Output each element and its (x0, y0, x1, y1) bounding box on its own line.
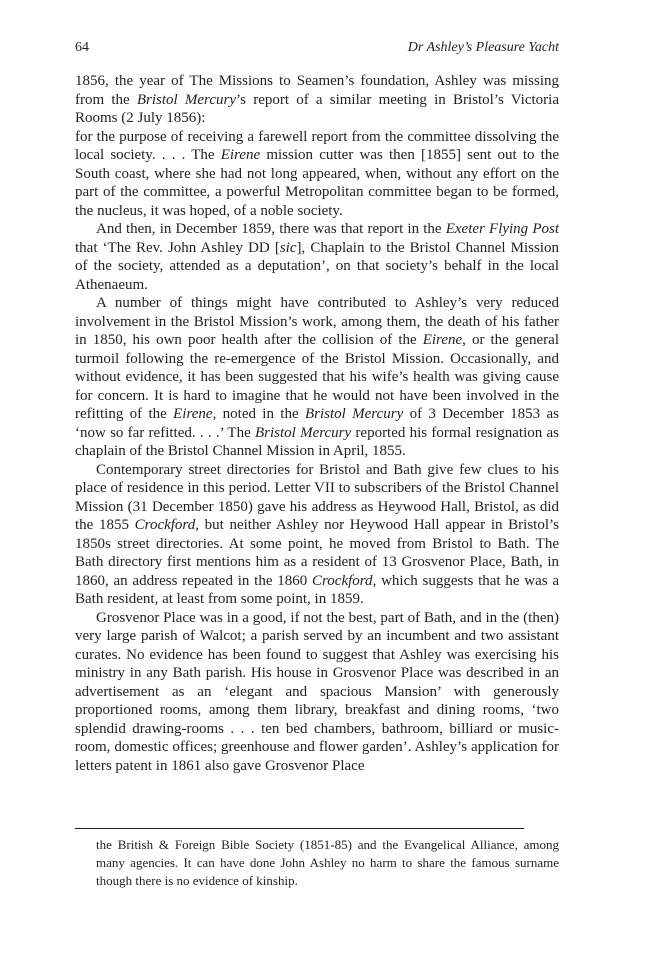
text-run: , noted in the (212, 406, 305, 422)
italic-text: Crockford (312, 572, 373, 589)
text-run: Grosvenor Place was in a good, if not the best, part of Bath, and in the (then) very large parish of Walcot; a parish served by an incumbent and two assistant curates. No evidence has been found to suggest that Ashley was exercising his ministry in any Bath parish. His house in Grosvenor Place was described in an advertisement as an ‘elegant and spacious Mansion’ with generously proportioned rooms, among them library, breakfast and dining rooms, ‘two splendid drawing-rooms . . . ten bed chambers, bathroom, billiard or music-room, domestic offices; greenhouse and flower garden’. Ashley’s application for letters patent in 1861 also gave Grosvenor Place (75, 609, 559, 774)
footnote-rule (75, 828, 524, 829)
italic-text: Eirene (422, 332, 463, 348)
text-run: of 3 December 1853 as ‘now so far refitted. . . .’ The (75, 406, 559, 441)
text-run: for the purpose of receiving a farewell report from the committee dissolving the local society. . . . The (75, 128, 559, 163)
text-run: , which suggests that he was a Bath resident, at least from some point, in 1859. (75, 572, 559, 607)
text-run: ’s report of a similar meeting in Bristol’s Victoria Rooms (2 July 1856): (75, 91, 559, 126)
paragraph (75, 609, 559, 776)
text-run: , but neither Ashley nor Heywood Hall appear in Bristol’s 1850s street directories. At some point, he moved from Bristol to Bath. The Bath directory first mentions him as a resident of 13 Grosvenor Place, Bath, in 1860, an address repeated in the 1860 (75, 517, 560, 589)
text-run: Contemporary street directories for Bristol and Bath give few clues to his place of residence in this period. Letter VII to subscribers of the Bristol Channel Mission (31 December 1850) gave his address as Heywood Hall, Bristol, as did the 1855 (75, 461, 559, 533)
text-run: that ‘The Rev. John Ashley DD [ (75, 239, 280, 256)
italic-text: Bristol Mercury (304, 406, 404, 422)
text-run: ], Chaplain to the Bristol Channel Mission of the society, attended as a deputation’, on that society’s behalf in the local Athenaeum. (75, 239, 559, 293)
paragraph (75, 461, 559, 609)
page-number: 64 (75, 40, 89, 55)
text-run: 1856, the year of The Missions to Seamen’s foundation, Ashley was missing from the (75, 73, 559, 108)
text-run: A number of things might have contributed to Ashley’s very reduced involvement in the Bristol Mission’s work, among them, the death of his father in 1850, his own poor health after the collision of the (75, 295, 559, 348)
italic-text: Crockford (134, 517, 196, 533)
paragraph (75, 294, 559, 461)
italic-text: Eirene (173, 406, 213, 422)
text-run: reported his formal resignation as chaplain of the Bristol Channel Mission in April, 1855. (75, 424, 559, 459)
text-run: , or the general turmoil following the re-emergence of the Bristol Mission. Occasionally, and without evidence, it has been suggested that his wife’s health was giving cause for concern. It is hard to imagine that he would not have been involved in the refitting of the (75, 332, 559, 422)
paragraph (75, 220, 559, 294)
running-header (75, 40, 559, 60)
text-run: mission cutter was then [1855] sent out to the South coast, where she had not long appeared, when, without any effort on the part of the committee, a powerful Metropolitan committee began to be formed, the nucleus, it was hoped, of a noble society. (75, 147, 559, 219)
body-text (75, 72, 559, 775)
italic-text: Exeter Flying Post (445, 221, 560, 237)
block-quote (75, 128, 559, 221)
text-run: And then, in December 1859, there was that report in the (96, 221, 446, 237)
italic-text: Bristol Mercury (255, 424, 352, 441)
italic-text: sic (279, 239, 297, 256)
footnote: the British & Foreign Bible Society (1851-85) and the Evangelical Alliance, among many agencies. It can have done John Ashley no harm to share the famous surname though there is no evidence of kinship. (96, 837, 559, 888)
book-page (75, 40, 559, 775)
italic-text: Eirene (220, 147, 261, 163)
italic-text: Bristol Mercury (136, 91, 236, 108)
paragraph (75, 72, 559, 128)
running-title: Dr Ashley’s Pleasure Yacht (407, 40, 559, 55)
